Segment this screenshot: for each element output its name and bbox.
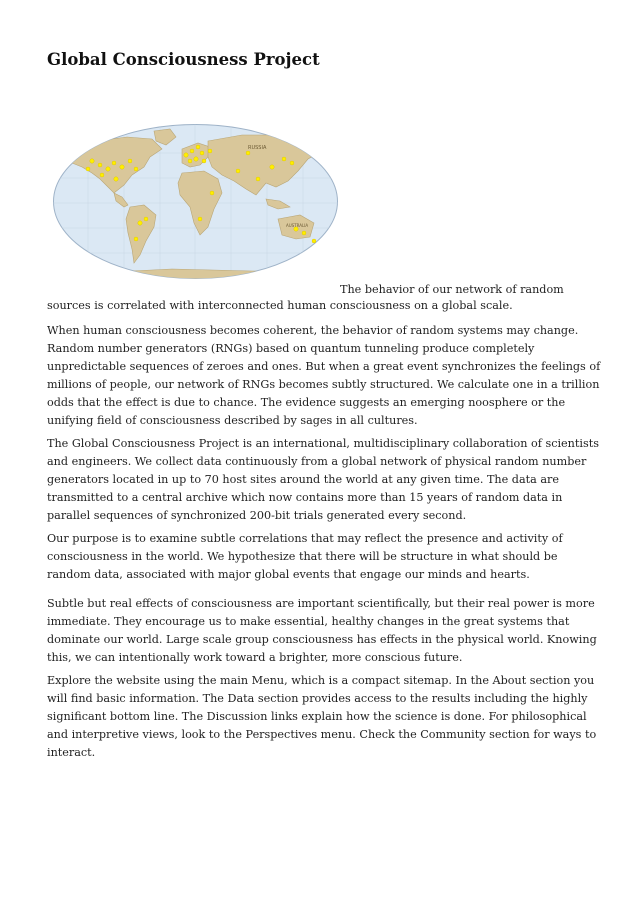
paragraph-2: The Global Consciousness Project is an international, multidisciplinary collaboration of scientists and engineers. We collect data continuously from a global network of physical random number generators located in up to 70 host sites around the world at any given time. The data are transmitted to a central archive which now contains more than 15 years of random data in parallel sequences of synchronized 200-bit trials generated every second. — [47, 437, 599, 522]
paragraph-4: Subtle but real effects of consciousness are important scientifically, but their real power is more immediate. They encourage us to make essential, healthy changes in the great systems that dominate our world. Large scale group consciousness has effects in the physical world. Knowing this, we can intentionally work toward a brighter, more conscious future. — [47, 597, 597, 664]
paragraph-1: When human consciousness becomes coherent, the behavior of random systems may change. Random number generators (RNGs) based on quantum tunneling produce completely unpredictable sequences of zeroes and ones. But when a great event synchronizes the feelings of millions of people, our network of RNGs becomes subtly structured. We calculate one in a trillion odds that the effect is due to chance. The evidence suggests an emerging noosphere or the unifying field of consciousness described by sages in all cultures. — [47, 324, 601, 427]
map-caption-line1: The behavior of our network of random — [340, 283, 564, 296]
paragraph-5: Explore the website using the main Menu, which is a compact sitemap. In the About section you will find basic information. The Data section provides access to the results including the highly significant bottom line. The Discussion links explain how the science is done. For philosophical and interpretive views, look to the Perspectives menu. Check the Community section for ways to interact. — [47, 674, 597, 759]
world-map-svg — [52, 123, 339, 280]
paragraph-3: Our purpose is to examine subtle correlations that may reflect the presence and activity of consciousness in the world. We hypothesize that there will be structure in what should be random data, associated with major global events that engage our minds and hearts. — [47, 532, 563, 581]
map-label-russia: RUSSIA — [248, 145, 267, 151]
page-title: Global Consciousness Project — [47, 50, 320, 69]
world-map-image — [52, 123, 339, 280]
map-label-australia: AUSTRALIA — [286, 223, 309, 228]
antarctica — [92, 269, 312, 280]
map-caption-line2: sources is correlated with interconnected human consciousness on a global scale. — [47, 299, 513, 312]
